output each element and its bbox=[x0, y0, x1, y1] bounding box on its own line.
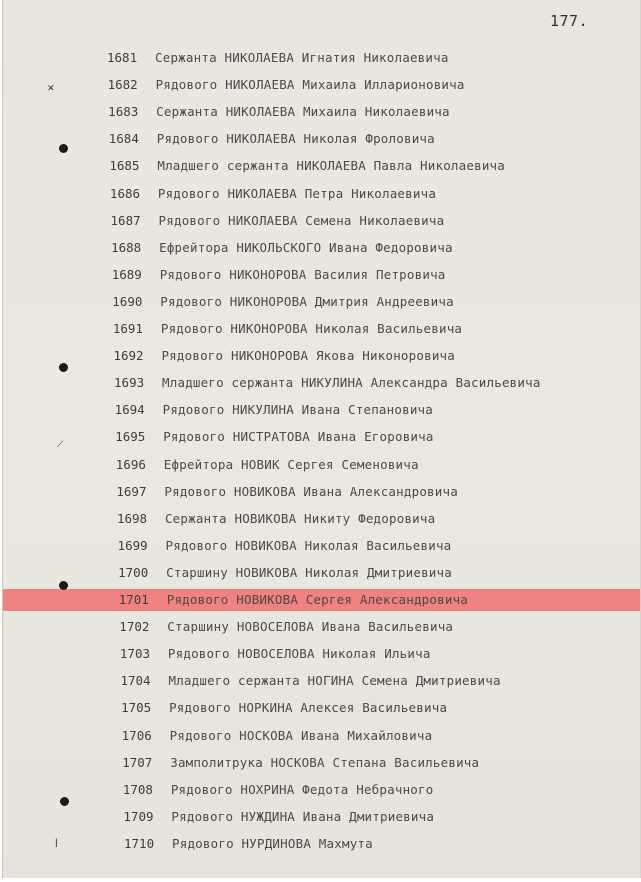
entry-name: Сержанта НОВИКОВА Никиту Федоровича bbox=[164, 510, 436, 526]
entry-number: 1696 bbox=[115, 456, 146, 472]
entry-number: 1703 bbox=[119, 646, 150, 662]
list-item bbox=[3, 399, 640, 421]
entry-number: 1683 bbox=[108, 104, 139, 120]
list-item bbox=[3, 101, 640, 123]
entry-name: Ефрейтора НИКОЛЬСКОГО Ивана Федоровича bbox=[159, 239, 453, 255]
entry-number: 1686 bbox=[109, 185, 141, 201]
entry-name: Рядового НИКОНОРОВА Василия Петровича bbox=[159, 266, 446, 282]
entry-name: Рядового НОВИКОВА Сергея Александровича bbox=[166, 592, 469, 607]
margin-mark: ✕ bbox=[47, 84, 55, 94]
entry-name: Рядового НОХРИНА Федота Небрачного bbox=[170, 781, 434, 797]
entry-number: 1710 bbox=[124, 835, 155, 851]
entry-name: Рядового НОВОСЕЛОВА Николая Ильича bbox=[167, 646, 431, 662]
entry-name: Рядового НИКОНОРОВА Якова Никоноровича bbox=[161, 348, 456, 364]
entry-number: 1699 bbox=[117, 537, 148, 553]
entry-number: 1692 bbox=[113, 348, 144, 364]
entry-number: 1709 bbox=[123, 808, 154, 824]
list-item bbox=[3, 318, 640, 340]
entry-number: 1682 bbox=[107, 77, 138, 93]
entry-name: Старшину НОВИКОВА Николая Дмитриевича bbox=[166, 564, 452, 580]
list-item bbox=[3, 155, 640, 177]
entry-name: Рядового НИКОНОРОВА Дмитрия Андреевича bbox=[160, 293, 454, 309]
list-item bbox=[3, 697, 640, 719]
list-item bbox=[3, 779, 640, 801]
list-item bbox=[3, 481, 640, 503]
entry-number: 1701 bbox=[118, 592, 149, 607]
list-item bbox=[3, 643, 640, 665]
entry-name: Рядового НИКОЛАЕВА Семена Николаевича bbox=[158, 212, 445, 228]
list-item bbox=[3, 210, 640, 232]
entry-number: 1697 bbox=[116, 483, 147, 499]
entry-number: 1685 bbox=[109, 158, 140, 174]
list-item bbox=[3, 47, 640, 69]
list-item bbox=[3, 454, 640, 476]
entry-number: 1698 bbox=[116, 510, 148, 526]
list-item bbox=[3, 345, 640, 367]
punch-hole-mark bbox=[60, 797, 69, 806]
entry-name: Рядового НОРКИНА Алексея Васильевича bbox=[169, 700, 448, 716]
entry-name: Старшину НОВОСЕЛОВА Ивана Васильевича bbox=[167, 619, 454, 635]
entry-number: 1694 bbox=[114, 402, 145, 418]
list-item bbox=[3, 562, 640, 584]
list-item bbox=[3, 806, 640, 828]
page-number: 177. bbox=[550, 12, 589, 30]
entry-number: 1705 bbox=[121, 700, 152, 716]
punch-hole-mark bbox=[59, 363, 68, 372]
list-item bbox=[3, 670, 640, 692]
list-item bbox=[3, 426, 640, 448]
list-item bbox=[3, 752, 640, 774]
entry-number: 1690 bbox=[112, 293, 143, 309]
list-item bbox=[3, 535, 640, 557]
margin-mark: ⟋ bbox=[57, 440, 64, 450]
list-item bbox=[3, 291, 640, 313]
list-item bbox=[3, 725, 640, 747]
list-item bbox=[3, 128, 640, 150]
entry-name: Рядового НУРДИНОВА Махмута bbox=[172, 835, 373, 851]
entry-name: Рядового НОВИКОВА Ивана Александровича bbox=[164, 483, 458, 499]
entry-name: Рядового НИКУЛИНА Ивана Степановича bbox=[162, 402, 434, 418]
entry-number: 1702 bbox=[119, 619, 150, 635]
entry-number: 1707 bbox=[122, 754, 153, 770]
entry-number: 1689 bbox=[111, 266, 142, 282]
entry-name: Ефрейтора НОВИК Сергея Семеновича bbox=[163, 456, 419, 472]
list-item bbox=[3, 372, 640, 394]
punch-hole-mark bbox=[59, 581, 68, 590]
entry-number: 1708 bbox=[122, 781, 153, 797]
entry-number: 1695 bbox=[115, 429, 146, 445]
entry-name: Рядового НИСТРАТОВА Ивана Егоровича bbox=[163, 429, 434, 445]
list-item bbox=[3, 237, 640, 259]
list-item bbox=[3, 264, 640, 286]
entry-name: Рядового НОВИКОВА Николая Васильевича bbox=[165, 537, 452, 553]
entry-name: Сержанта НИКОЛАЕВА Игнатия Николаевича bbox=[155, 50, 449, 65]
entry-name: Младшего сержанта НИКОЛАЕВА Павла Николаевича bbox=[157, 158, 505, 174]
document-page bbox=[2, 0, 641, 878]
entry-name: Младшего сержанта НОГИНА Семена Дмитриевича bbox=[168, 673, 501, 689]
entry-number: 1688 bbox=[111, 239, 142, 255]
entry-name: Рядового НИКОЛАЕВА Михаила Илларионовича bbox=[155, 77, 465, 93]
entry-number: 1700 bbox=[118, 564, 149, 580]
entry-name: Рядового НИКОЛАЕВА Николая Фроловича bbox=[156, 131, 435, 147]
entry-name: Сержанта НИКОЛАЕВА Михаила Николаевича bbox=[156, 104, 450, 120]
list-item bbox=[3, 508, 640, 530]
entry-name: Рядового НИКОНОРОВА Николая Васильевича bbox=[160, 321, 463, 336]
entry-number: 1693 bbox=[114, 375, 145, 391]
award-list bbox=[3, 0, 640, 878]
entry-number: 1684 bbox=[108, 131, 139, 147]
entry-number: 1681 bbox=[107, 50, 138, 65]
entry-number: 1706 bbox=[121, 727, 152, 743]
entry-name: Замполитрука НОСКОВА Степана Васильевича bbox=[170, 754, 480, 770]
entry-number: 1687 bbox=[110, 212, 141, 228]
entry-name: Рядового НИКОЛАЕВА Петра Николаевича bbox=[157, 185, 437, 201]
entry-name: Младшего сержанта НИКУЛИНА Александра Васильевича bbox=[162, 375, 541, 391]
entry-name: Рядового НОСКОВА Ивана Михайловича bbox=[169, 727, 433, 743]
entry-number: 1704 bbox=[120, 673, 151, 689]
list-item bbox=[3, 74, 640, 96]
punch-hole-mark bbox=[59, 144, 68, 153]
list-item bbox=[3, 183, 640, 205]
list-item bbox=[3, 833, 640, 855]
entry-name: Рядового НУЖДИНА Ивана Дмитриевича bbox=[171, 808, 435, 824]
list-item bbox=[3, 616, 640, 638]
entry-number: 1691 bbox=[112, 321, 143, 336]
margin-mark: ǀ bbox=[55, 838, 58, 848]
list-item-highlighted bbox=[3, 589, 640, 611]
